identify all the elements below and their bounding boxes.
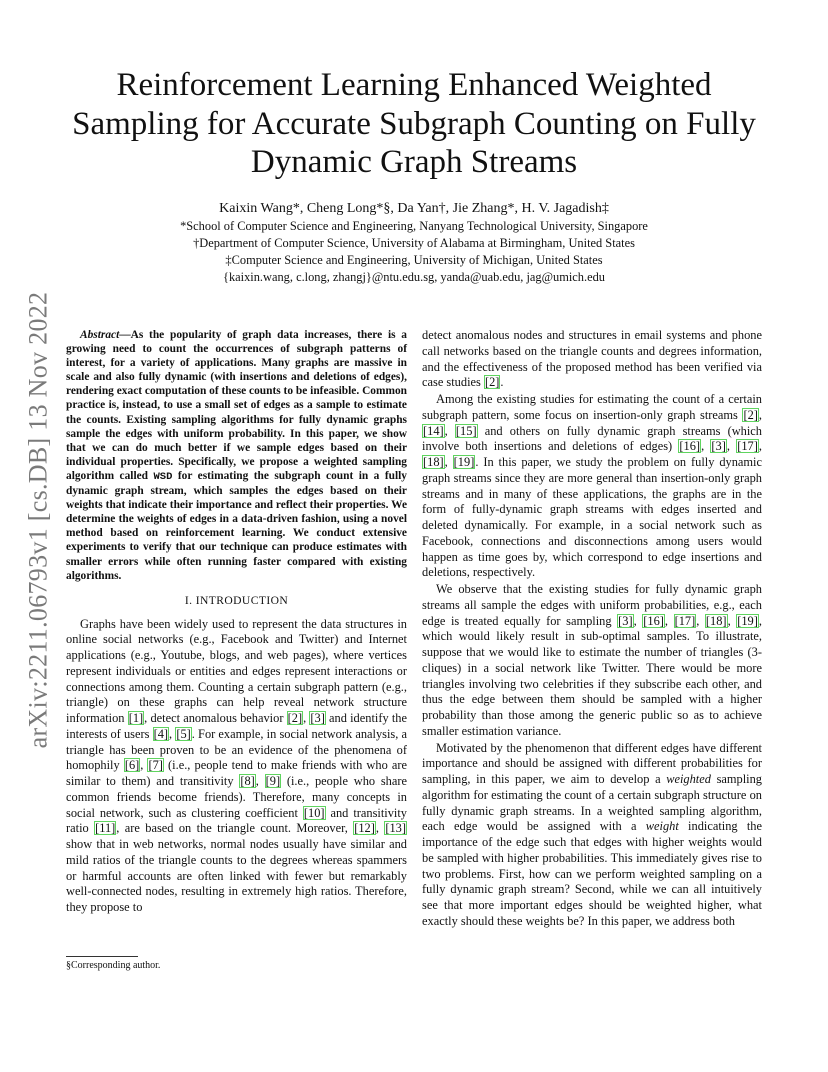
- abstract-label: Abstract: [80, 329, 120, 341]
- intro-paragraph-1-cont: detect anomalous nodes and structures in email systems and phone call networks based on the triangle counts and degrees information, and the effectiveness of the proposed method has been verified via case studies [2].: [422, 328, 762, 390]
- emphasis-weighted: weighted: [666, 772, 711, 786]
- intro-paragraph-1: Graphs have been widely used to represent the data structures in online social networks (e.g., Facebook and Twitter) and Internet applications (e.g., Youtube, blogs, and web pages), where vertices represent individuals or entities and edges represent interactions or connections among them. Counting a certain subgraph pattern (e.g., triangle) on these graphs can help reveal network structure information [1], detect anomalous behavior [2], [3] and identify the interests of users [4], [5]. For example, in social network analysis, a triangle has been proven to be an evidence of the phenomena of homophily [6], [7] (i.e., people tend to make friends with who are similar to them) and transitivity [8], [9] (i.e., people who share common friends become friends). Therefore, many concepts in social network, such as clustering coefficient [10] and transitivity ratio [11], are based on the triangle count. Moreover, [12], [13] show that in web networks, normal nodes usually have similar and mild ratios of the triangle counts to the degrees whereas spammers or harmful accounts are often linked with fewer but remarkably well-connected nodes, resulting in extremely high ratios. Therefore, they propose to: [66, 616, 408, 915]
- citation-link[interactable]: [10]: [303, 805, 325, 820]
- citation-link[interactable]: [16]: [643, 613, 664, 628]
- citation-link[interactable]: [18]: [423, 455, 444, 469]
- citation-link[interactable]: [19]: [737, 613, 758, 628]
- abstract: Abstract—As the popularity of graph data increases, there is a growing need to count the occurrences of subgraph patterns of interest, for a variety of applications. Many graphs are massive in scale and also fully dynamic (with insertions and deletions of edges), rendering exact computation of these counts to be infeasible. Common practice is, instead, to use a small set of edges as a sample to estimate the counts. Existing sampling algorithms for fully dynamic graphs sample the edges with uniform probability. In this paper, we show that we can do much better if we sample edges based on their individual properties. Specifically, we propose a weighted sampling algorithm called WSD for estimating the subgraph count in a fully dynamic graph stream, which samples the edges based on their weights that indicate their importance and reflect their properties. We determine the weights of edges in a data-driven fashion, using a novel method based on reinforcement learning. We conduct extensive experiments to verify that our technique can produce estimates with smaller errors while often running faster compared with existing algorithms.: [66, 329, 407, 582]
- citation-link[interactable]: [17]: [674, 613, 696, 628]
- citation-link[interactable]: [12]: [354, 821, 375, 836]
- citation-link[interactable]: [17]: [737, 439, 758, 454]
- citation-link[interactable]: [19]: [453, 455, 475, 469]
- intro-paragraph-3: We observe that the existing studies for fully dynamic graph streams all sample the edges with uniform probabilities, e.g., each edge is treated equally for sampling [3], [16], [17], [18], [19], which would likely result in sub-optimal samples. To illustrate, suppose that we would like to estimate the number of triangles (3-cliques) in a social network like Twitter. There would be more triangles involving two celebrities if they subscribe each other, and thus the edge between them should be sampled with a higher probability than those among the generic public so as to achieve smaller estimation variance.: [422, 582, 762, 738]
- algorithm-name: WSD: [153, 470, 173, 483]
- citation-link[interactable]: [5]: [176, 726, 191, 741]
- citation-link[interactable]: [9]: [265, 774, 281, 789]
- citation-link[interactable]: [2]: [743, 407, 758, 422]
- citation-link[interactable]: [2]: [484, 375, 500, 390]
- citation-link[interactable]: [3]: [618, 613, 633, 628]
- arxiv-identifier: arXiv:2211.06793v1 [cs.DB] 13 Nov 2022: [23, 291, 53, 749]
- left-column: [66, 328, 407, 917]
- affiliation-umich: ‡Computer Science and Engineering, University of Michigan, United States: [225, 253, 603, 267]
- citation-link[interactable]: [13]: [385, 821, 406, 836]
- footnote-corresponding-author: §Corresponding author.: [66, 960, 161, 971]
- intro-paragraph-4: Motivated by the phenomenon that different edges have different importance and should be assigned with different probabilities for sampling, in this paper, we aim to develop a weighted sampling algorithm for estimating the count of a certain subgraph structure on fully dynamic graph streams. In a weighted sampling algorithm, each edge would be assigned with a weight indicating the importance of the edge such that edges with higher weights would be sampled with higher probabilities. This immediately gives rise to two problems. First, how can we perform weighted sampling on a fully dynamic graph stream? Second, while we can all intuitively see that more important edges should be weighted higher, what exactly should these weights be? In this paper, we address both: [422, 740, 763, 928]
- citation-link[interactable]: [3]: [310, 711, 325, 726]
- citation-link[interactable]: [14]: [423, 423, 444, 438]
- citation-link[interactable]: [8]: [240, 774, 255, 789]
- author-list: Kaixin Wang*, Cheng Long*§, Da Yan†, Jie Zhang*, H. V. Jagadish‡: [219, 201, 609, 216]
- citation-link[interactable]: [11]: [95, 821, 116, 836]
- citation-link[interactable]: [1]: [128, 711, 144, 726]
- citation-link[interactable]: [6]: [124, 758, 140, 773]
- citation-link[interactable]: [3]: [711, 439, 726, 454]
- section-heading-introduction: I. INTRODUCTION: [184, 593, 289, 607]
- paper-title: Reinforcement Learning Enhanced Weighted Sampling for Accurate Subgraph Counting on Fully Dynamic Graph Streams: [72, 67, 756, 180]
- affiliation-ntu: *School of Computer Science and Engineering, Nanyang Technological University, Singapore: [180, 219, 648, 233]
- citation-link[interactable]: [15]: [455, 423, 477, 438]
- citation-link[interactable]: [7]: [148, 758, 163, 773]
- author-emails: {kaixin.wang, c.long, zhangj}@ntu.edu.sg, yanda@uab.edu, jag@umich.edu: [223, 270, 605, 284]
- right-column: [422, 328, 762, 931]
- citation-link[interactable]: [2]: [287, 711, 303, 726]
- intro-paragraph-2: Among the existing studies for estimating the count of a certain subgraph pattern, some focus on insertion-only graph streams [2], [14], [15] and others on fully dynamic graph streams (which involve both insertions and deletions of edges) [16], [3], [17], [18], [19]. In this paper, we study the problem on fully dynamic graph streams since they are more general than insertion-only graph streams and in many of these applications, the graphs are in the form of fully-dynamic graph streams with edges inserted and deleted dynamically. For example, in a social network such as Facebook, connections and disconnections among users would happen as time goes by, which correspond to edge insertions and deletions, respectively.: [422, 392, 762, 580]
- footnote-rule: [66, 956, 138, 957]
- citation-link[interactable]: [4]: [153, 726, 169, 741]
- affiliation-uab: †Department of Computer Science, University of Alabama at Birmingham, United States: [193, 236, 635, 250]
- emphasis-weight: weight: [645, 819, 679, 834]
- citation-link[interactable]: [16]: [679, 439, 701, 454]
- affiliations: [60, 218, 768, 286]
- citation-link[interactable]: [18]: [705, 613, 727, 628]
